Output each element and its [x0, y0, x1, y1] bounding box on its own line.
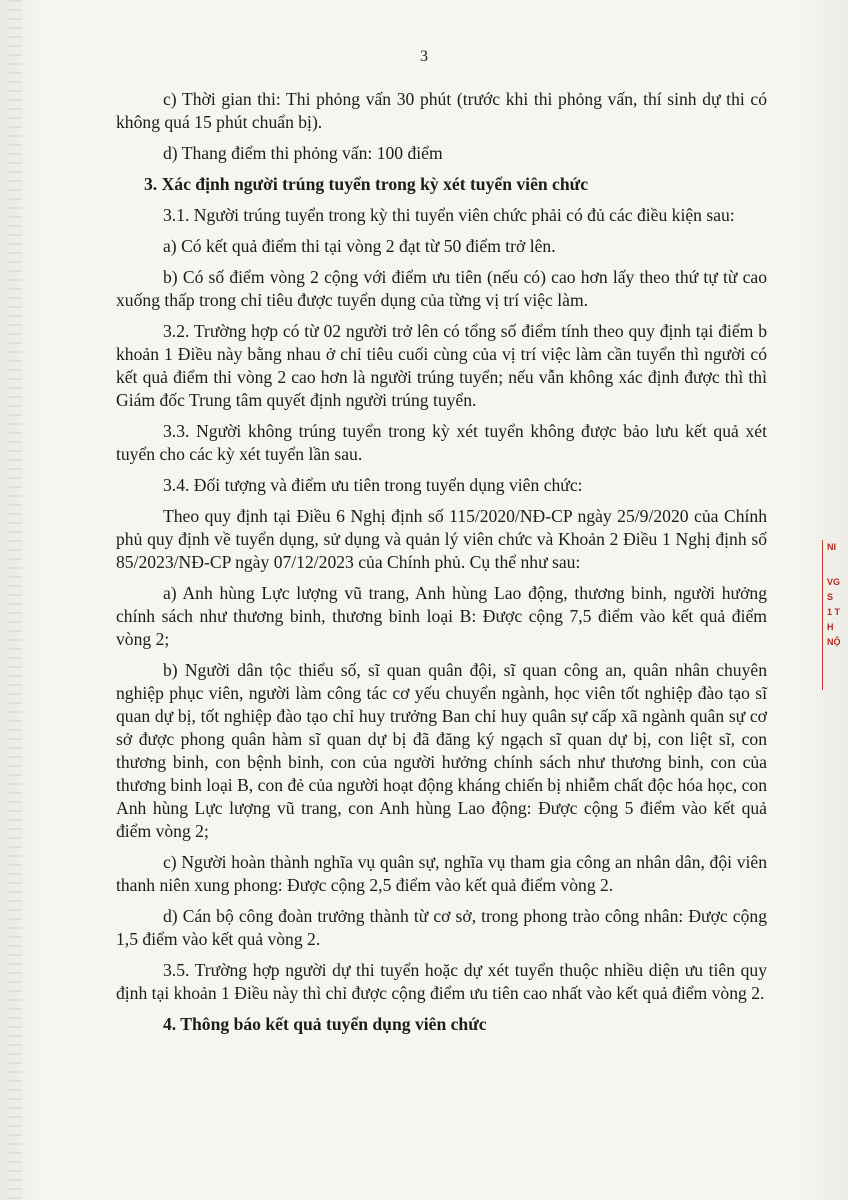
paragraph-3-4-d: d) Cán bộ công đoàn trưởng thành từ cơ sở, trong phong trào công nhân: Được cộng 1,5 điểm vào kết quả vòng 2. [116, 906, 767, 949]
stamp-text-2: VG [827, 577, 841, 587]
paragraph-3-5: 3.5. Trường hợp người dự thi tuyển hoặc dự xét tuyển thuộc nhiều diện ưu tiên quy định tại khoản 1 Điều này thì chỉ được cộng điểm ưu tiên cao nhất vào kết quả điểm vòng 2. [116, 960, 767, 1003]
paragraph-3-4: 3.4. Đối tượng và điểm ưu tiên trong tuyển dụng viên chức: [163, 475, 583, 495]
paragraph-3-1-a: a) Có kết quả điểm thi tại vòng 2 đạt từ 50 điểm trở lên. [163, 236, 556, 256]
seal-stamp-fragment [822, 540, 848, 690]
paragraph-3-4-b: b) Người dân tộc thiểu số, sĩ quan quân đội, sĩ quan công an, quân nhân chuyên nghiệp phục viên, người làm công tác cơ yếu chuyển ngành, học viên tốt nghiệp đào tạo sĩ quan dự bị, tốt nghiệp đào tạo chỉ huy trưởng Ban chỉ huy quân sự cấp xã ngành quân sự cơ sở được phong quân hàm sĩ quan dự bị đã đăng ký ngạch sĩ quan dự bị, con liệt sĩ, con thương binh, con bệnh binh, con của người hưởng chính sách như thương binh, con của thương binh loại B, con đẻ của người hoạt động kháng chiến bị nhiễm chất độc hóa học, con Anh hùng Lực lượng vũ trang, con Anh hùng Lao động: Được cộng 5 điểm vào kết quả điểm vòng 2; [116, 660, 767, 841]
scan-binding-edge [8, 0, 22, 1200]
paragraph-3-4-c: c) Người hoàn thành nghĩa vụ quân sự, nghĩa vụ tham gia công an nhân dân, đội viên thanh niên xung phong: Được cộng 2,5 điểm vào kết quả điểm vòng 2. [116, 852, 767, 895]
section-heading-3: 3. Xác định người trúng tuyển trong kỳ xét tuyển viên chức [144, 174, 589, 194]
paragraph-3-2: 3.2. Trường hợp có từ 02 người trở lên có tổng số điểm tính theo quy định tại điểm b khoản 1 Điều này bằng nhau ở chỉ tiêu cuối cùng của vị trí việc làm cần tuyển thì người có kết quả điểm thi vòng 2 cao hơn là người trúng tuyển; nếu vẫn không xác định được thì thì Giám đốc Trung tâm quyết định người trúng tuyển. [116, 321, 767, 410]
paragraph-3-1: 3.1. Người trúng tuyển trong kỳ thi tuyển viên chức phải có đủ các điều kiện sau: [163, 205, 735, 225]
paragraph-score-scale: d) Thang điểm thi phỏng vấn: 100 điểm [163, 143, 443, 163]
stamp-text-4: 1 T [827, 607, 841, 617]
paragraph-3-4-intro: Theo quy định tại Điều 6 Nghị định số 115/2020/NĐ-CP ngày 25/9/2020 của Chính phủ quy định về tuyển dụng, sử dụng và quản lý viên chức và Khoản 2 Điều 1 Nghị định số 85/2023/NĐ-CP ngày 07/12/2023 của Chính phủ. Cụ thể như sau: [116, 506, 767, 572]
section-heading-4: 4. Thông báo kết quả tuyển dụng viên chức [163, 1014, 487, 1034]
stamp-text-3: S [827, 592, 834, 602]
stamp-text-5: H [827, 622, 834, 632]
document-body [116, 88, 767, 1044]
paragraph-exam-time: c) Thời gian thi: Thi phỏng vấn 30 phút (trước khi thi phỏng vấn, thí sinh dự thi có không quá 15 phút chuẩn bị). [116, 89, 767, 132]
paragraph-3-3: 3.3. Người không trúng tuyển trong kỳ xét tuyển không được bảo lưu kết quả xét tuyển cho các kỳ xét tuyển lần sau. [116, 421, 767, 464]
paragraph-3-1-b: b) Có số điểm vòng 2 cộng với điểm ưu tiên (nếu có) cao hơn lấy theo thứ tự từ cao xuống thấp trong chỉ tiêu được tuyển dụng của từng vị trí việc làm. [116, 267, 767, 310]
stamp-text-6: NỘ [827, 637, 841, 647]
stamp-text-1: NI [827, 542, 836, 552]
page-number: 3 [420, 48, 428, 65]
paragraph-3-4-a: a) Anh hùng Lực lượng vũ trang, Anh hùng Lao động, thương binh, người hưởng chính sách như thương binh, thương binh loại B: Được cộng 7,5 điểm vào kết quả điểm vòng 2; [116, 583, 767, 649]
